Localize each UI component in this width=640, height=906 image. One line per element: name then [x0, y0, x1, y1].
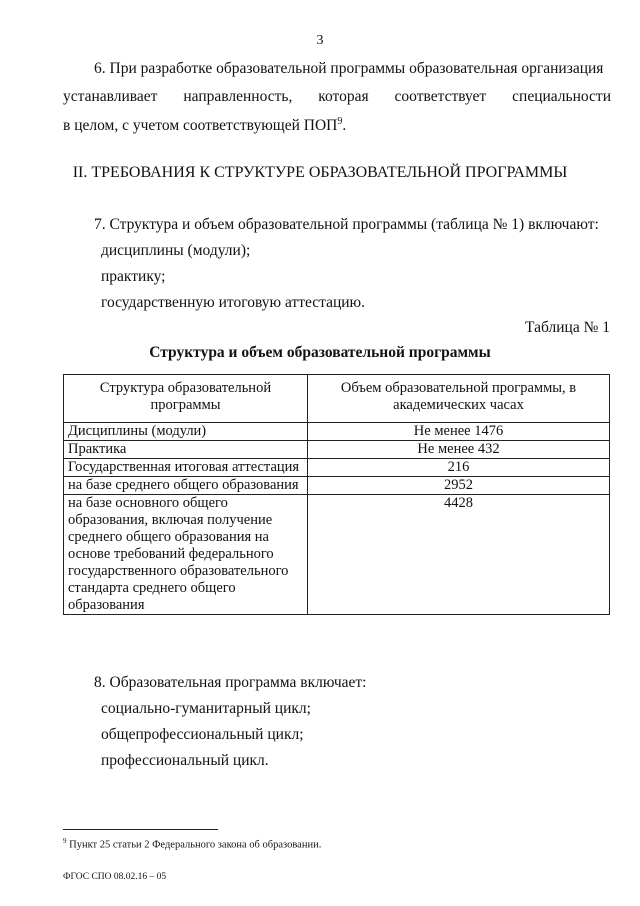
section-8-line-1: 8. Образовательная программа включает: — [94, 674, 367, 691]
section-6-line-3-text: в целом, с учетом соответствующей ПОП — [63, 117, 338, 135]
header-cell-structure: Структура образовательной программы — [64, 375, 308, 423]
footnote-text: Пункт 25 статьи 2 Федерального закона об образовании. — [66, 839, 322, 851]
table-row — [64, 495, 610, 615]
cell-structure: на базе основного общего образования, включая получение среднего общего образования на основе требований федерального государственного образовательного стандарта среднего общего образования — [64, 495, 308, 615]
document-code: ФГОС СПО 08.02.16 – 05 — [63, 872, 167, 882]
footnote-number: 9 — [63, 837, 67, 845]
table-row — [64, 441, 610, 459]
word: соответствует — [394, 88, 487, 105]
section-8-item: социально-гуманитарный цикл; — [101, 700, 311, 717]
cell-structure: Практика — [64, 441, 308, 459]
cell-volume: Не менее 1476 — [308, 423, 610, 441]
header-cell-volume: Объем образовательной программы, в академических часах — [308, 375, 610, 423]
table-title: Структура и объем образовательной программы — [149, 344, 491, 361]
section-6-line-3 — [63, 116, 346, 135]
cell-volume: Не менее 432 — [308, 441, 610, 459]
cell-volume: 2952 — [308, 477, 610, 495]
cell-structure: Дисциплины (модули) — [64, 423, 308, 441]
section-8-item: профессиональный цикл. — [101, 752, 269, 769]
page-number: 3 — [316, 33, 324, 48]
section-6-line-3-end: . — [342, 117, 347, 135]
word: которая — [318, 88, 369, 105]
table-row — [64, 423, 610, 441]
word: устанавливает — [63, 88, 158, 105]
section-7-item: дисциплины (модули); — [101, 242, 251, 259]
footnote-ref: 9 — [337, 116, 343, 127]
section-8-item: общепрофессиональный цикл; — [101, 726, 304, 743]
table-header-row — [64, 375, 610, 423]
section-7-item: практику; — [101, 268, 166, 285]
cell-volume: 4428 — [308, 495, 610, 615]
cell-volume: 216 — [308, 459, 610, 477]
cell-structure: Государственная итоговая аттестация — [64, 459, 308, 477]
section-7-line-1: 7. Структура и объем образовательной программы (таблица № 1) включают: — [94, 216, 599, 233]
table-caption: Таблица № 1 — [525, 319, 610, 336]
footnote-divider — [63, 829, 218, 830]
section-heading: II. ТРЕБОВАНИЯ К СТРУКТУРЕ ОБРАЗОВАТЕЛЬНОЙ ПРОГРАММЫ — [72, 164, 568, 181]
cell-structure: на базе среднего общего образования — [64, 477, 308, 495]
section-7-item: государственную итоговую аттестацию. — [101, 294, 366, 311]
word: направленность, — [183, 88, 293, 105]
section-6-line-2 — [63, 88, 611, 106]
table-row — [64, 477, 610, 495]
table-row — [64, 459, 610, 477]
structure-table — [63, 374, 610, 615]
footnote — [63, 837, 321, 851]
word: специальности — [512, 88, 611, 105]
section-6-line-1: 6. При разработке образовательной программы образовательная организация — [94, 60, 604, 77]
